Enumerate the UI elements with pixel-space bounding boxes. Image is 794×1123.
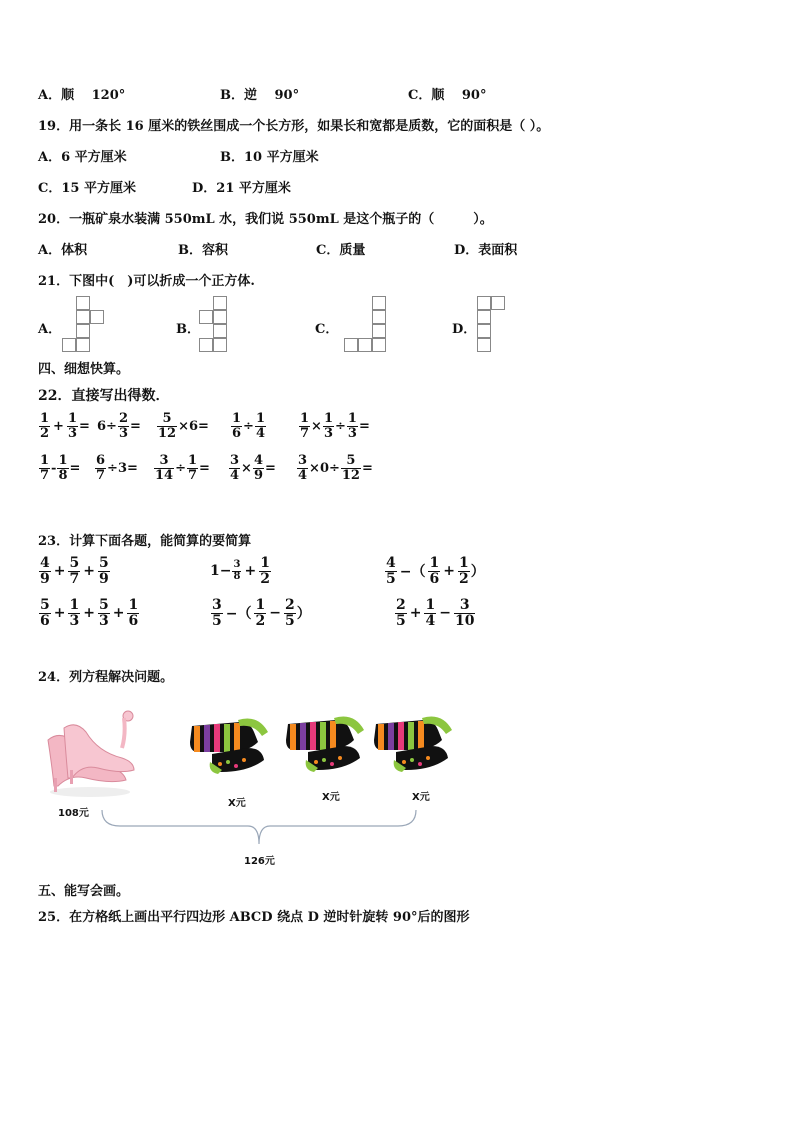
section5-heading: 五、能写会画。 — [38, 884, 130, 899]
q19-option-c: C．15 平方厘米 — [38, 181, 136, 196]
q22-text: 22．直接写出得数． — [38, 388, 170, 404]
q24-text: 24．列方程解决问题。 — [38, 670, 174, 685]
q22-expr-3: $\frac{5}{12}$ ×6= — [158, 411, 209, 441]
q22-expr-2: 6÷ $\frac{2}{3}$ = — [97, 411, 141, 441]
q22-expr-7: $\frac{6}{7}$ ÷3= — [96, 453, 138, 483]
q22-expr-6: $\frac{1}{7}$ - $\frac{1}{8}$ = — [40, 453, 81, 483]
socks-image-2 — [284, 710, 368, 774]
q20-text: 20．一瓶矿泉水装满 550mL 水，我们说 550mL 是这个瓶子的（ ）。 — [38, 212, 493, 227]
q20-option-d: D．表面积 — [454, 243, 518, 258]
q18-option-c: C．顺 90° — [408, 88, 487, 103]
q23-expr-4: $\frac{5}{6}$ + $\frac{1}{3}$ + $\frac{5}{3}$ + $\frac{1}{6}$ — [40, 597, 139, 629]
q22-expr-8: $\frac{3}{14}$ ÷ $\frac{1}{7}$ = — [155, 453, 210, 483]
q23-expr-5: $\frac{3}{5}$ −（ $\frac{1}{2}$ − $\frac{2}{5}$ ） — [212, 597, 311, 629]
total-brace — [100, 808, 418, 850]
q23-expr-1: $\frac{4}{9}$ + $\frac{5}{7}$ + $\frac{5}{9}$ — [40, 555, 109, 587]
q23-expr-6: $\frac{2}{5}$ + $\frac{1}{4}$ − $\frac{3}{10}$ — [396, 597, 475, 629]
q22-expr-5: $\frac{1}{7}$ × $\frac{1}{3}$ ÷ $\frac{1}{3}$ = — [300, 411, 370, 441]
q21-option-a: A． — [38, 322, 62, 337]
q23-text: 23．计算下面各题，能简算的要简算 — [38, 534, 252, 549]
q22-expr-1: $\frac{1}{2}$ + $\frac{1}{3}$ = — [40, 411, 90, 441]
sock-price-label-3: X元 — [412, 792, 430, 803]
q21-option-d: D． — [452, 322, 477, 337]
q20-option-a: A．体积 — [38, 243, 88, 258]
high-heels-image — [40, 700, 140, 800]
q20-option-c: C．质量 — [316, 243, 366, 258]
sock-price-label-1: X元 — [228, 798, 246, 809]
socks-image-1 — [188, 712, 272, 776]
q21-option-c: C． — [315, 322, 339, 337]
q19-text: 19．用一条长 16 厘米的铁丝围成一个长方形，如果长和宽都是质数，它的面积是（ ）。 — [38, 119, 550, 134]
q19-option-d: D．21 平方厘米 — [192, 181, 291, 196]
shoes-price-label: 108元 — [58, 808, 89, 819]
total-price-label: 126元 — [244, 856, 275, 867]
q20-option-b: B．容积 — [178, 243, 228, 258]
q23-expr-2: 1− $\frac{3}{8}$ + $\frac{1}{2}$ — [210, 555, 270, 587]
q22-expr-10: $\frac{3}{4}$ ×0÷ $\frac{5}{12}$ = — [298, 453, 373, 483]
q18-option-b: B．逆 90° — [220, 88, 300, 103]
q18-option-a: A．顺 120° — [38, 88, 126, 103]
q25-text: 25．在方格纸上画出平行四边形 ABCD 绕点 D 逆时针旋转 90°后的图形 — [38, 910, 470, 925]
q21-text: 21．下图中( )可以折成一个正方体. — [38, 274, 255, 289]
socks-image-3 — [372, 710, 456, 774]
sock-price-label-2: X元 — [322, 792, 340, 803]
q19-option-a: A．6 平方厘米 — [38, 150, 127, 165]
q19-option-b: B．10 平方厘米 — [220, 150, 319, 165]
section4-heading: 四、细想快算。 — [38, 362, 130, 377]
q22-expr-4: $\frac{1}{6}$ ÷ $\frac{1}{4}$ — [232, 411, 265, 441]
q23-expr-3: $\frac{4}{5}$ −（ $\frac{1}{6}$ + $\frac{1}{2}$ ） — [386, 555, 485, 587]
q21-option-b: B． — [176, 322, 200, 337]
q22-expr-9: $\frac{3}{4}$ × $\frac{4}{9}$ = — [230, 453, 276, 483]
